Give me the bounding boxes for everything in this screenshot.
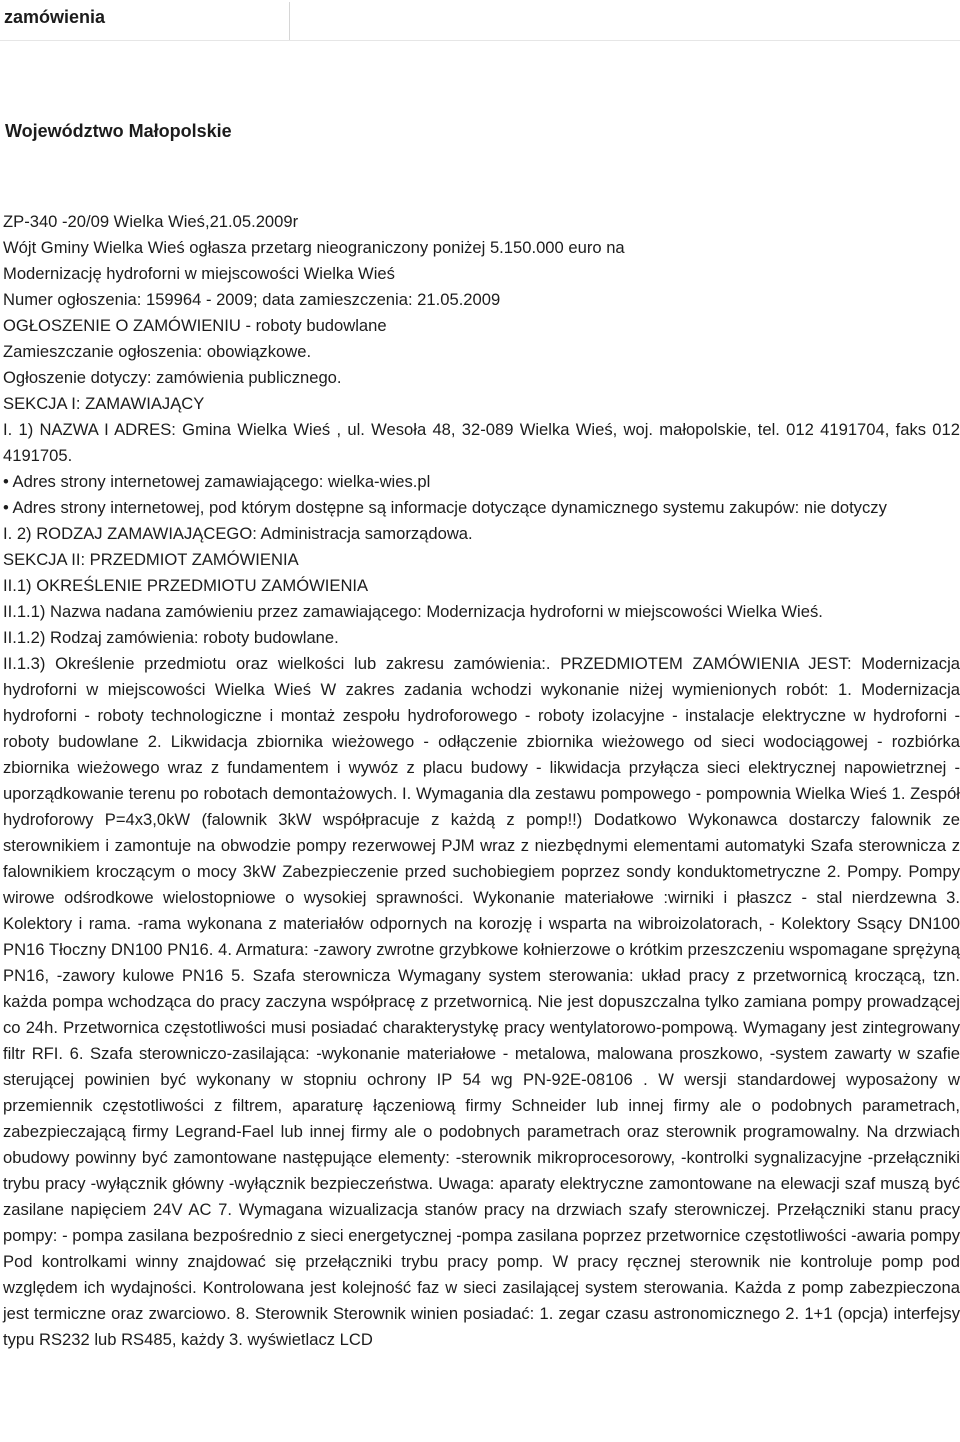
- region-heading: Województwo Małopolskie: [5, 121, 232, 141]
- contracting-authority-type: I. 2) RODZAJ ZAMAWIAJĄCEGO: Administracja samorządowa.: [3, 524, 473, 543]
- announcement-subject: Modernizację hydroforni w miejscowości Wielka Wieś: [3, 264, 395, 283]
- header-divider: [289, 2, 290, 40]
- announcement-intro: Wójt Gminy Wielka Wieś ogłasza przetarg nieograniczony poniżej 5.150.000 euro na: [3, 238, 625, 257]
- subsection-heading: II.1) OKREŚLENIE PRZEDMIOTU ZAMÓWIENIA: [3, 576, 369, 595]
- announcement-body: [3, 209, 960, 1353]
- contract-type: II.1.2) Rodzaj zamówienia: roboty budowlane.: [3, 628, 339, 647]
- announcement-number: Numer ogłoszenia: 159964 - 2009; data zamieszczenia: 21.05.2009: [3, 290, 501, 309]
- contracting-authority-address: I. 1) NAZWA I ADRES: Gmina Wielka Wieś , ul. Wesoła 48, 32-089 Wielka Wieś, woj. małopolskie, tel. 012 4191704, faks 012 4191705.: [3, 420, 960, 465]
- announcement-type: OGŁOSZENIE O ZAMÓWIENIU - roboty budowlane: [3, 316, 387, 335]
- contract-description: II.1.3) Określenie przedmiotu oraz wielkości lub zakresu zamówienia:. PRZEDMIOTEM ZAMÓWIENIA JEST: Modernizacja hydroforni w miejscowości Wielka Wieś W zakres zadania wchodzi wykonanie niżej wymienionych robót: 1. Modernizacja hydroforni - roboty technologiczne i montaż zespołu hydroforowego - roboty izolacyjne - instalacje elektryczne w hydroforni - roboty budowlane 2. Likwidacja zbiornika wieżowego - odłączenie zbiornika wieżowego od sieci wodociągowej - rozbiórka zbiornika wieżowego wraz z fundamentem i wywóz z placu budowy - likwidacja przyłącza sieci elektrycznej napowietrznej - uporządkowanie terenu po robotach demontażowych. I. Wymagania dla zestawu pompowego - pompownia Wielka Wieś 1. Zespół hydroforowy P=4x3,0kW (falownik 3kW współpracuje z każdą z pomp!!) Dodatkowo Wykonawca dostarczy falownik ze sterownikiem i zamontuje na obwodzie pompy rezerwowej PJM wraz z niezbędnymi elementami automatyki Szafa sterownicza z falownikiem kroczącym o mocy 3kW Zabezpieczenie przed suchobiegiem poprzez sondy konduktometryczne 2. Pompy. Pompy wirowe odśrodkowe wielostopniowe o wysokiej sprawności. Wykonanie materiałowe :wirniki i płaszcz - stal nierdzewna 3. Kolektory i rama. -rama wykonana z materiałów odpornych na korozję i wsparta na wibroizolatorach, - Kolektory Ssący DN100 PN16 Tłoczny DN100 PN16. 4. Armatura: -zawory zwrotne grzybkowe kołnierzowe o krótkim przeszczeniu wspomagane sprężyną PN16, -zawory kulowe PN16 5. Szafa sterownicza Wymagany system sterowania: układ pracy z przetwornicą kroczącą, tzn. każda pompa wchodząca do pracy zaczyna współpracę z przetwornicą. Nie jest dopuszczalna tylko zamiana pompy prowadzącej co 24h. Przetwornica częstotliwości musi posiadać charakterystykę pracy wentylatorowo-pompową. Wymagany jest zintegrowany filtr RFI. 6. Szafa sterowniczo-zasilająca: -wykonanie materiałowe - metalowa, malowana proszkowo, -system zawarty w szafie sterującej powinien być wykonany w stopniu ochrony IP 54 wg PN-92E-08106 . W wersji standardowej wyposażony w przemiennik częstotliwości z filtrem, aparaturę łączeniową firmy Schneider lub innej firmy ale o podobnych parametrach, zabezpieczającą firmy Legrand-Fael lub innej firmy ale o podobnych parametrach oraz sterownik programowalny. Na drzwiach obudowy powinny być zamontowane następujące elementy: -sterownik mikroprocesorowy, -kontrolki sygnalizacyjne -przełączniki trybu pracy -wyłącznik główny -wyłącznik bezpieczeństwa. Uwaga: aparaty elektryczne zamontowane na elewacji szaf muszą być zasilane napięciem 24V AC 7. Wymagana wizualizacja stanów pracy na drzwiach szafy sterowniczej. Przełączniki stanu pracy pompy: - pompa zasilana bezpośrednio z sieci energetycznej -pompa zasilana poprzez przetwornice częstotliwości -awaria pompy Pod kontrolkami winny znajdować się przełączniki trybu pracy pomp. W pracy ręcznej sterownik nie kontroluje pomp pod względem ich wydajności. Kontrolowana jest kolejność faz w sieci zasilającej system sterowania. Każda z pomp zabezpieczona jest termiczne oraz zwarciowo. 8. Sterownik Sterownik winien posiadać: 1. zegar czasu astronomicznego 2. 1+1 (opcja) interfejsy typu RS232 lub RS485, każdy 3. wyświetlacz LCD: [3, 654, 960, 1349]
- header-rule: [0, 40, 960, 41]
- top-bar: [0, 0, 960, 40]
- contract-name: II.1.1) Nazwa nadana zamówieniu przez zamawiającego: Modernizacja hydroforni w miejscowości Wielka Wieś.: [3, 602, 823, 621]
- section-heading: SEKCJA I: ZAMAWIAJĄCY: [3, 394, 205, 413]
- list-item: • Adres strony internetowej zamawiającego: wielka-wies.pl: [3, 472, 431, 491]
- section-heading: SEKCJA II: PRZEDMIOT ZAMÓWIENIA: [3, 550, 299, 569]
- list-item: • Adres strony internetowej, pod którym dostępne są informacje dotyczące dynamicznego systemu zakupów: nie dotyczy: [3, 498, 887, 517]
- page-header-title: zamówienia: [4, 7, 106, 27]
- reference-line: ZP-340 -20/09 Wielka Wieś,21.05.2009r: [3, 212, 299, 231]
- announcement-scope: Ogłoszenie dotyczy: zamówienia publicznego.: [3, 368, 342, 387]
- publication-requirement: Zamieszczanie ogłoszenia: obowiązkowe.: [3, 342, 312, 361]
